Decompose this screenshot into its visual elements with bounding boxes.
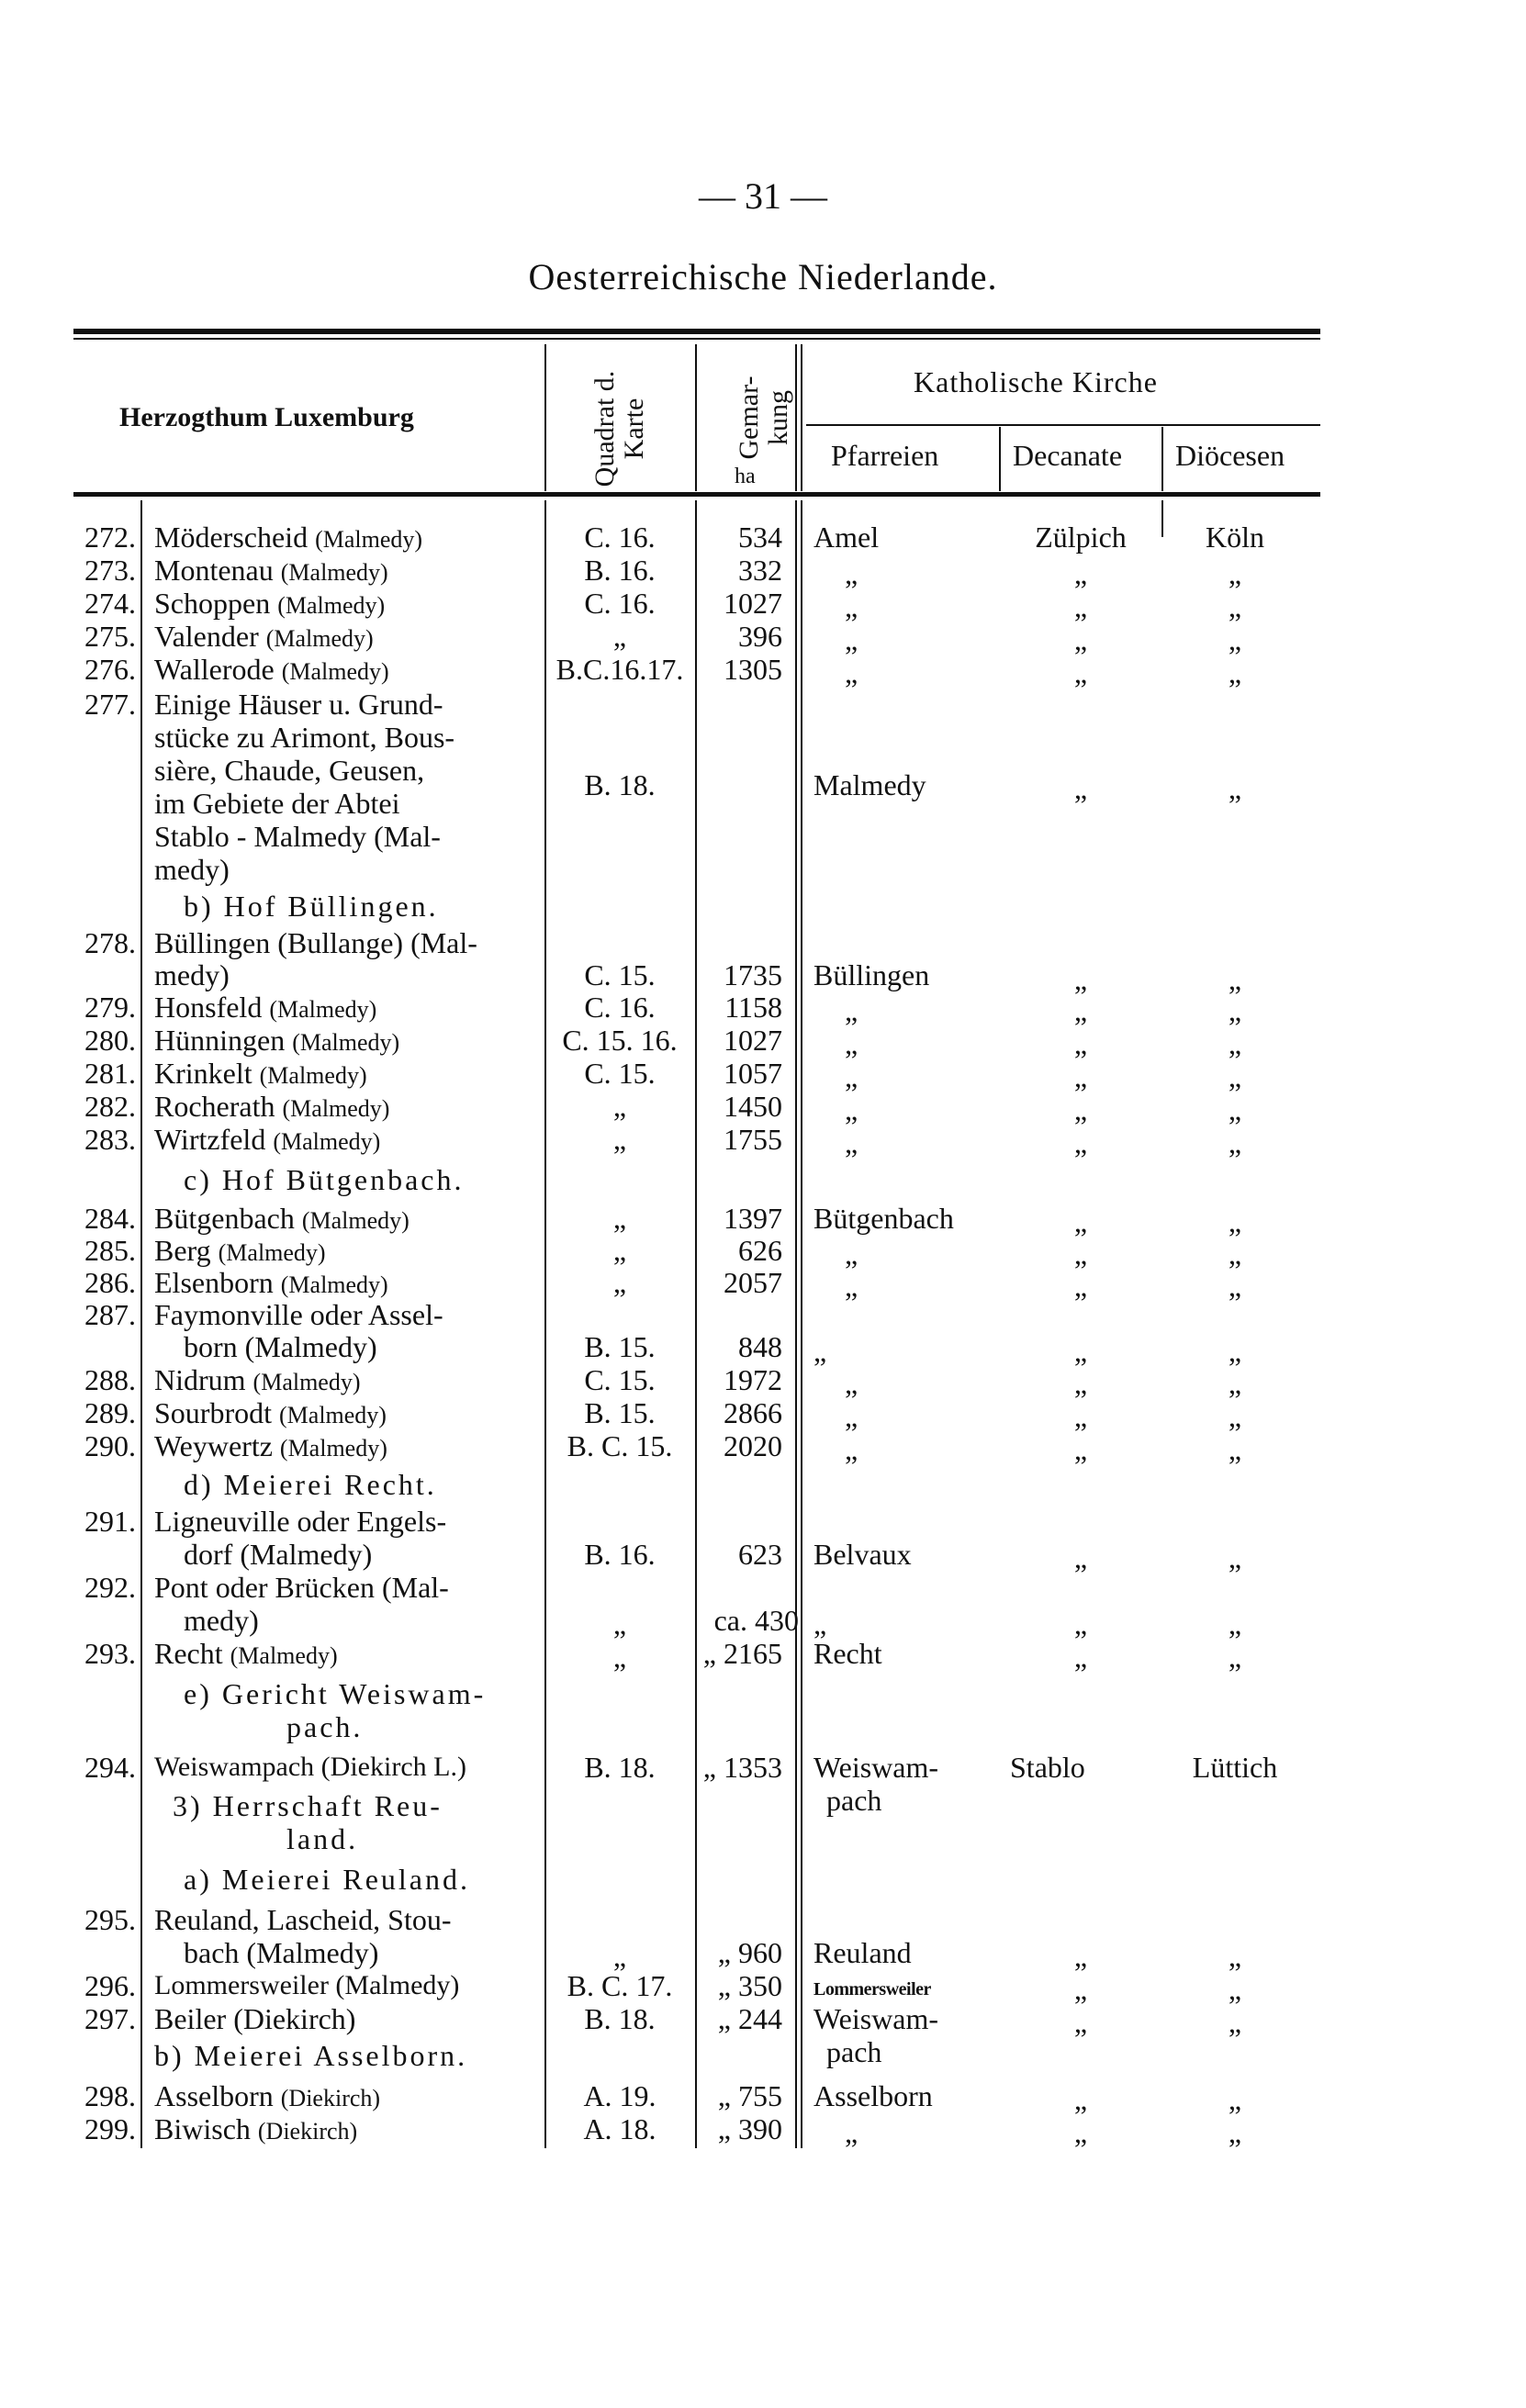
row-decanat: „ xyxy=(1073,1367,1088,1400)
row-278-line2: medy) xyxy=(154,958,230,991)
row-294-decanat: Stablo xyxy=(1010,1751,1085,1784)
row-decanat: Zülpich xyxy=(1035,521,1127,554)
row-decanat: „ xyxy=(1073,1205,1088,1238)
row-dioecese: „ xyxy=(1228,1238,1242,1271)
row-dioecese: „ xyxy=(1228,557,1242,590)
row-district: (Malmedy) xyxy=(277,592,386,619)
row-ha: 1755 xyxy=(724,1123,782,1156)
row-pfarrei: Amel xyxy=(813,521,880,554)
row-district: (Malmedy) xyxy=(301,1207,410,1234)
col-rule-ha-body xyxy=(795,500,797,2148)
row-295-karte: „ xyxy=(612,1940,627,1973)
row-287-pfarrei: „ xyxy=(813,1335,827,1368)
row-277-line3: sière, Chaude, Geusen, xyxy=(154,754,425,787)
row-decanat: „ xyxy=(1073,590,1088,623)
row-293-pfarrei: Recht xyxy=(813,1637,882,1670)
row-293-ha: „ 2165 xyxy=(702,1637,782,1670)
row-name xyxy=(154,1235,540,1269)
row-dioecese: „ xyxy=(1228,1205,1242,1238)
row-district: (Malmedy) xyxy=(282,1095,390,1122)
row-name xyxy=(154,1058,540,1092)
row-278-karte: C. 15. xyxy=(584,958,656,991)
row-ha: 626 xyxy=(738,1234,782,1267)
row-district: (Malmedy) xyxy=(281,658,389,685)
section-d-heading: d) Meierei Recht. xyxy=(184,1468,437,1501)
row-294-name: Weiswampach (Diekirch L.) xyxy=(154,1752,466,1782)
row-296-karte: B. C. 17. xyxy=(567,1969,673,2002)
row-place: Sourbrodt xyxy=(154,1396,272,1429)
row-pfarrei: „ xyxy=(845,590,858,623)
header-pfarreien: Pfarreien xyxy=(831,439,939,472)
header-decanate: Decanate xyxy=(1013,439,1123,472)
row-ha: 1027 xyxy=(724,587,782,620)
row-district: (Malmedy) xyxy=(218,1239,326,1266)
header-dioecesen: Diöcesen xyxy=(1175,439,1285,472)
row-293-district: (Malmedy) xyxy=(230,1642,338,1669)
row-district: (Malmedy) xyxy=(280,1271,388,1298)
row-pfarrei: „ xyxy=(845,1433,858,1466)
row-287-ha: 848 xyxy=(738,1330,782,1363)
row-277-dioecese: „ xyxy=(1228,772,1242,805)
row-karte: „ xyxy=(612,1234,627,1267)
row-dioecese: „ xyxy=(1228,1270,1242,1303)
row-place: Elsenborn xyxy=(154,1266,274,1299)
header-ha: ha xyxy=(735,465,756,488)
col-rule-dio xyxy=(1161,427,1163,491)
row-294-pfarrei-1: Weiswam- xyxy=(813,1751,939,1784)
row-karte: C. 16. xyxy=(584,991,656,1024)
row-num: 280. xyxy=(84,1024,136,1057)
row-name xyxy=(154,991,540,1025)
row-dioecese: „ xyxy=(1228,2116,1242,2149)
col-rule-name xyxy=(544,344,546,491)
row-295-pfarrei: Reuland xyxy=(813,1936,912,1969)
row-297-ha: „ 244 xyxy=(717,2002,782,2035)
header-quadrat: Quadrat d. Karte xyxy=(589,370,649,487)
col-rule-ha-body-b xyxy=(801,500,802,2148)
row-dioecese: „ xyxy=(1228,1400,1242,1433)
row-ha: 2866 xyxy=(724,1396,782,1429)
row-district: (Malmedy) xyxy=(279,1435,387,1462)
section-3-heading-1: 3) Herrschaft Reu- xyxy=(173,1789,443,1822)
row-287-num: 287. xyxy=(84,1298,136,1331)
row-dioecese: „ xyxy=(1228,1027,1242,1060)
row-287-decanat: „ xyxy=(1073,1335,1088,1368)
row-decanat: „ xyxy=(1073,1060,1088,1093)
row-293-place: Recht xyxy=(154,1637,223,1670)
row-num: 285. xyxy=(84,1234,136,1267)
row-dioecese: „ xyxy=(1228,1126,1242,1159)
row-decanat: „ xyxy=(1073,1027,1088,1060)
row-ha: 1057 xyxy=(724,1057,782,1090)
row-277-karte: B. 18. xyxy=(584,768,656,801)
row-name xyxy=(154,1267,540,1301)
row-pfarrei: „ xyxy=(845,994,858,1027)
section-c-heading: c) Hof Bütgenbach. xyxy=(184,1163,465,1196)
row-297-dioecese: „ xyxy=(1228,2006,1242,2039)
row-295-ha: „ 960 xyxy=(717,1936,782,1969)
row-dioecese: „ xyxy=(1228,623,1242,656)
row-district: (Malmedy) xyxy=(279,1402,387,1428)
row-place: Biwisch xyxy=(154,2112,251,2145)
row-293-dioecese: „ xyxy=(1228,1641,1242,1674)
row-karte: C. 15. 16. xyxy=(562,1024,678,1057)
row-277-num: 277. xyxy=(84,688,136,721)
row-karte: „ xyxy=(612,1202,627,1235)
row-karte: C. 15. xyxy=(584,1363,656,1396)
row-dioecese: „ xyxy=(1228,656,1242,689)
row-277-line5: Stablo - Malmedy (Mal- xyxy=(154,820,441,853)
row-num: 276. xyxy=(84,653,136,686)
row-num: 284. xyxy=(84,1202,136,1235)
row-karte: „ xyxy=(612,1123,627,1156)
row-293-name xyxy=(154,1638,540,1672)
row-295-dioecese: „ xyxy=(1228,1940,1242,1973)
row-pfarrei: Bütgenbach xyxy=(813,1202,954,1235)
row-num: 298. xyxy=(84,2079,136,2112)
row-district: (Diekirch) xyxy=(257,2118,358,2145)
header-rule-top-thin xyxy=(73,338,1320,340)
row-district: (Diekirch) xyxy=(280,2085,381,2111)
row-name xyxy=(154,654,540,688)
row-num: 289. xyxy=(84,1396,136,1429)
row-287-karte: B. 15. xyxy=(584,1330,656,1363)
row-district: (Malmedy) xyxy=(252,1369,361,1395)
row-277-line2: stücke zu Arimont, Bous- xyxy=(154,721,455,754)
row-place: Rocherath xyxy=(154,1090,275,1123)
row-pfarrei: „ xyxy=(845,557,858,590)
row-291-dioecese: „ xyxy=(1228,1541,1242,1574)
row-karte: C. 15. xyxy=(584,1057,656,1090)
row-277-pfarrei: Malmedy xyxy=(813,768,926,801)
row-296-ha: „ 350 xyxy=(717,1969,782,2002)
row-place: Hünningen xyxy=(154,1024,286,1057)
row-291-ha: 623 xyxy=(738,1538,782,1571)
row-ha: 1305 xyxy=(724,653,782,686)
row-pfarrei: „ xyxy=(845,1270,858,1303)
row-294-ha: „ 1353 xyxy=(702,1751,782,1784)
row-name xyxy=(154,554,540,588)
col-rule-karte xyxy=(695,344,697,491)
row-place: Wallerode xyxy=(154,653,275,686)
row-278-dioecese: „ xyxy=(1228,963,1242,996)
row-ha: 2020 xyxy=(724,1429,782,1462)
row-place: Krinkelt xyxy=(154,1057,252,1090)
row-287-line1: Faymonville oder Assel- xyxy=(154,1298,443,1331)
row-num: 272. xyxy=(84,521,136,554)
row-num: 274. xyxy=(84,587,136,620)
row-pfarrei: „ xyxy=(845,1093,858,1126)
row-karte: B. 16. xyxy=(584,554,656,587)
row-278-ha: 1735 xyxy=(724,958,782,991)
section-a-heading: a) Meierei Reuland. xyxy=(184,1863,470,1896)
col-rule-dio-body xyxy=(1161,500,1163,537)
row-name xyxy=(154,1203,540,1237)
row-pfarrei: „ xyxy=(845,1060,858,1093)
row-decanat: „ xyxy=(1073,1238,1088,1271)
row-place: Valender xyxy=(154,620,259,653)
row-pfarrei: „ xyxy=(845,1367,858,1400)
row-ha: 1027 xyxy=(724,1024,782,1057)
row-district: (Malmedy) xyxy=(265,625,374,652)
col-rule-karte-body xyxy=(695,500,697,2148)
row-karte: „ xyxy=(612,620,627,653)
row-295-num: 295. xyxy=(84,1903,136,1936)
row-277-line4: im Gebiete der Abtei xyxy=(154,787,400,820)
row-292-karte: „ xyxy=(612,1607,627,1641)
row-name xyxy=(154,521,540,555)
row-297-pfarrei-2: pach xyxy=(826,2035,882,2068)
katholische-rule xyxy=(806,424,1320,426)
row-ha: 1397 xyxy=(724,1202,782,1235)
row-name xyxy=(154,588,540,622)
row-292-num: 292. xyxy=(84,1571,136,1604)
row-place: Nidrum xyxy=(154,1363,246,1396)
row-num: 299. xyxy=(84,2112,136,2145)
row-pfarrei: „ xyxy=(845,1027,858,1060)
row-291-line1: Ligneuville oder Engels- xyxy=(154,1505,447,1538)
row-296-name: Lommersweiler (Malmedy) xyxy=(154,1970,460,2000)
row-name xyxy=(154,1397,540,1431)
col-rule-dec xyxy=(999,427,1001,491)
row-292-pfarrei: „ xyxy=(813,1607,827,1641)
row-dioecese: „ xyxy=(1228,994,1242,1027)
row-ha: 1450 xyxy=(724,1090,782,1123)
row-decanat: „ xyxy=(1073,656,1088,689)
row-karte: B. C. 15. xyxy=(567,1429,673,1462)
row-district: (Malmedy) xyxy=(315,526,423,553)
row-278-line1: Büllingen (Bullange) (Mal- xyxy=(154,926,477,959)
row-292-line1: Pont oder Brücken (Mal- xyxy=(154,1571,449,1604)
col-rule-ha-b xyxy=(801,344,802,491)
row-place: Schoppen xyxy=(154,587,271,620)
row-place: Berg xyxy=(154,1234,211,1267)
row-karte: A. 18. xyxy=(583,2112,656,2145)
row-297-pfarrei-1: Weiswam- xyxy=(813,2002,939,2035)
row-291-pfarrei: Belvaux xyxy=(813,1538,912,1571)
row-pfarrei: „ xyxy=(845,623,858,656)
row-ha: 332 xyxy=(738,554,782,587)
row-pfarrei: „ xyxy=(845,1400,858,1433)
section-3-heading-2: land. xyxy=(286,1822,359,1855)
row-293-karte: „ xyxy=(612,1641,627,1674)
header-rule-top xyxy=(73,329,1320,334)
row-num: 290. xyxy=(84,1429,136,1462)
row-294-num: 294. xyxy=(84,1751,136,1784)
row-pfarrei: „ xyxy=(845,1126,858,1159)
col-rule-ha xyxy=(795,344,797,491)
row-district: (Malmedy) xyxy=(269,996,377,1023)
section-e-heading-1: e) Gericht Weiswam- xyxy=(184,1677,487,1710)
row-ha: 2057 xyxy=(724,1266,782,1299)
row-296-dioecese: „ xyxy=(1228,1973,1242,2006)
section-b2-heading: b) Meierei Asselborn. xyxy=(154,2039,468,2072)
row-297-name: Beiler (Diekirch) xyxy=(154,2002,356,2035)
row-karte: C. 16. xyxy=(584,587,656,620)
row-karte: „ xyxy=(612,1266,627,1299)
row-district: (Malmedy) xyxy=(273,1128,381,1155)
row-292-line2: medy) xyxy=(184,1604,259,1637)
row-place: Möderscheid xyxy=(154,521,309,554)
row-dioecese: „ xyxy=(1228,1093,1242,1126)
row-291-num: 291. xyxy=(84,1505,136,1538)
row-297-karte: B. 18. xyxy=(584,2002,656,2035)
row-278-pfarrei: Büllingen xyxy=(813,958,930,991)
row-place: Bütgenbach xyxy=(154,1202,295,1235)
row-ha: 396 xyxy=(738,620,782,653)
row-292-ha: ca. 430 xyxy=(713,1604,799,1637)
row-name xyxy=(154,1091,540,1125)
row-ha: 1158 xyxy=(724,991,782,1024)
section-b-heading: b) Hof Büllingen. xyxy=(184,890,439,923)
row-dioecese: „ xyxy=(1228,2083,1242,2116)
row-292-dioecese: „ xyxy=(1228,1607,1242,1641)
row-name xyxy=(154,2113,540,2147)
row-district: (Malmedy) xyxy=(259,1062,367,1089)
row-decanat: „ xyxy=(1073,1270,1088,1303)
row-decanat: „ xyxy=(1073,623,1088,656)
row-num: 282. xyxy=(84,1090,136,1123)
row-pfarrei: „ xyxy=(845,656,858,689)
row-num: 281. xyxy=(84,1057,136,1090)
row-place: Honsfeld xyxy=(154,991,263,1024)
header-region: Herzogthum Luxemburg xyxy=(119,402,414,432)
row-dioecese: „ xyxy=(1228,1060,1242,1093)
row-place: Wirtzfeld xyxy=(154,1123,266,1156)
row-278-num: 278. xyxy=(84,926,136,959)
row-293-num: 293. xyxy=(84,1637,136,1670)
row-277-line6: medy) xyxy=(154,853,230,886)
row-296-pfarrei: Lommersweiler xyxy=(813,1979,931,1999)
row-district: (Malmedy) xyxy=(292,1029,400,1056)
row-277-line1: Einige Häuser u. Grund- xyxy=(154,688,443,721)
row-277-decanat: „ xyxy=(1073,772,1088,805)
row-dioecese: „ xyxy=(1228,590,1242,623)
page-number: — 31 — xyxy=(699,175,827,217)
row-291-line2: dorf (Malmedy) xyxy=(184,1538,373,1571)
header-katholische: Katholische Kirche xyxy=(914,365,1158,398)
row-292-decanat: „ xyxy=(1073,1607,1088,1641)
header-gemarkung: Gemar- kung xyxy=(734,375,793,460)
col-rule-num xyxy=(140,500,142,2148)
row-decanat: „ xyxy=(1073,2083,1088,2116)
row-287-dioecese: „ xyxy=(1228,1335,1242,1368)
row-ha: 534 xyxy=(738,521,782,554)
row-294-dioecese: Lüttich xyxy=(1192,1751,1278,1784)
row-ha: 1972 xyxy=(724,1363,782,1396)
row-place: Montenau xyxy=(154,554,274,587)
header-rule-bottom xyxy=(73,492,1320,497)
row-num: 279. xyxy=(84,991,136,1024)
row-pfarrei: „ xyxy=(845,1238,858,1271)
row-295-line1: Reuland, Lascheid, Stou- xyxy=(154,1903,452,1936)
row-293-decanat: „ xyxy=(1073,1641,1088,1674)
row-num: 288. xyxy=(84,1363,136,1396)
row-decanat: „ xyxy=(1073,1093,1088,1126)
col-rule-name-body xyxy=(544,500,546,2148)
row-pfarrei: „ xyxy=(845,2116,858,2149)
row-pfarrei: Asselborn xyxy=(813,2079,933,2112)
row-place: Asselborn xyxy=(154,2079,274,2112)
row-296-num: 296. xyxy=(84,1969,136,2002)
row-karte: C. 16. xyxy=(584,521,656,554)
row-name xyxy=(154,1124,540,1158)
row-karte: B.C.16.17. xyxy=(555,653,684,686)
row-name xyxy=(154,1025,540,1058)
row-294-pfarrei-2: pach xyxy=(826,1784,882,1817)
row-num: 283. xyxy=(84,1123,136,1156)
row-dioecese: „ xyxy=(1228,1433,1242,1466)
row-287-line2: born (Malmedy) xyxy=(184,1330,377,1363)
row-278-decanat: „ xyxy=(1073,963,1088,996)
row-district: (Malmedy) xyxy=(280,559,388,586)
row-297-decanat: „ xyxy=(1073,2006,1088,2039)
row-decanat: „ xyxy=(1073,1433,1088,1466)
row-karte: „ xyxy=(612,1090,627,1123)
row-296-decanat: „ xyxy=(1073,1973,1088,2006)
row-num: 286. xyxy=(84,1266,136,1299)
row-karte: B. 15. xyxy=(584,1396,656,1429)
row-decanat: „ xyxy=(1073,1126,1088,1159)
row-295-decanat: „ xyxy=(1073,1940,1088,1973)
row-295-line2: bach (Malmedy) xyxy=(184,1936,379,1969)
row-294-karte: B. 18. xyxy=(584,1751,656,1784)
row-decanat: „ xyxy=(1073,2116,1088,2149)
row-dioecese: Köln xyxy=(1206,521,1264,554)
page-title: Oesterreichische Niederlande. xyxy=(528,256,998,297)
section-e-heading-2: pach. xyxy=(286,1710,364,1743)
row-karte: A. 19. xyxy=(583,2079,656,2112)
row-ha: „ 755 xyxy=(717,2079,782,2112)
row-num: 275. xyxy=(84,620,136,653)
row-place: Weywertz xyxy=(154,1429,273,1462)
row-297-num: 297. xyxy=(84,2002,136,2035)
row-decanat: „ xyxy=(1073,994,1088,1027)
row-ha: „ 390 xyxy=(717,2112,782,2145)
row-name xyxy=(154,1430,540,1464)
row-name xyxy=(154,1364,540,1398)
row-decanat: „ xyxy=(1073,1400,1088,1433)
row-name xyxy=(154,2080,540,2114)
row-291-decanat: „ xyxy=(1073,1541,1088,1574)
row-name xyxy=(154,621,540,655)
row-num: 273. xyxy=(84,554,136,587)
row-dioecese: „ xyxy=(1228,1367,1242,1400)
row-decanat: „ xyxy=(1073,557,1088,590)
row-291-karte: B. 16. xyxy=(584,1538,656,1571)
